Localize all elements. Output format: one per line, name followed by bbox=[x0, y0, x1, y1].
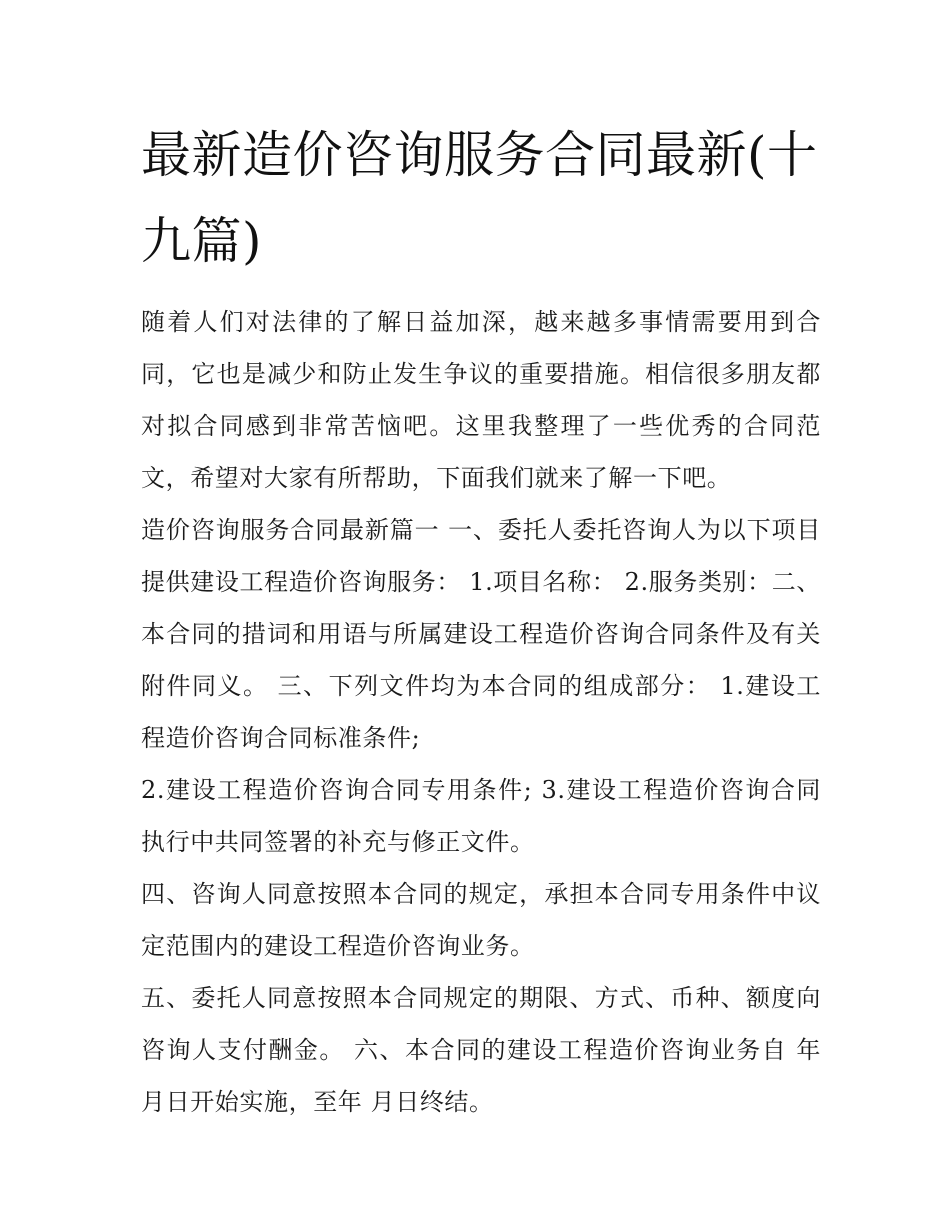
document-title: 最新造价咨询服务合同最新(十九篇) bbox=[141, 126, 818, 270]
paragraph-clause-4: 四、咨询人同意按照本合同的规定，承担本合同专用条件中议定范围内的建设工程造价咨询业务。 bbox=[141, 880, 821, 960]
document-body bbox=[141, 296, 821, 1128]
paragraph-intro: 随着人们对法律的了解日益加深，越来越多事情需要用到合同，它也是减少和防止发生争议的重要措施。相信很多朋友都对拟合同感到非常苦恼吧。这里我整理了一些优秀的合同范文，希望对大家有所帮助，下面我们就来了解一下吧。 bbox=[141, 308, 821, 492]
paragraph-clause-5: 五、委托人同意按照本合同规定的期限、方式、币种、额度向咨询人支付酬金。 六、本合同的建设工程造价咨询业务自 年 月日开始实施，至年 月日终结。 bbox=[141, 984, 821, 1116]
document-page bbox=[141, 112, 821, 1128]
paragraph-clause-2: 2.建设工程造价咨询合同专用条件; 3.建设工程造价咨询合同执行中共同签署的补充与修正文件。 bbox=[141, 776, 821, 856]
paragraph-clause-1: 造价咨询服务合同最新篇一 一、委托人委托咨询人为以下项目提供建设工程造价咨询服务： 1.项目名称： 2.服务类别：二、本合同的措词和用语与所属建设工程造价咨询合同条件及有关附件同义。 三、下列文件均为本合同的组成部分： 1.建设工程造价咨询合同标准条件; bbox=[141, 516, 821, 752]
